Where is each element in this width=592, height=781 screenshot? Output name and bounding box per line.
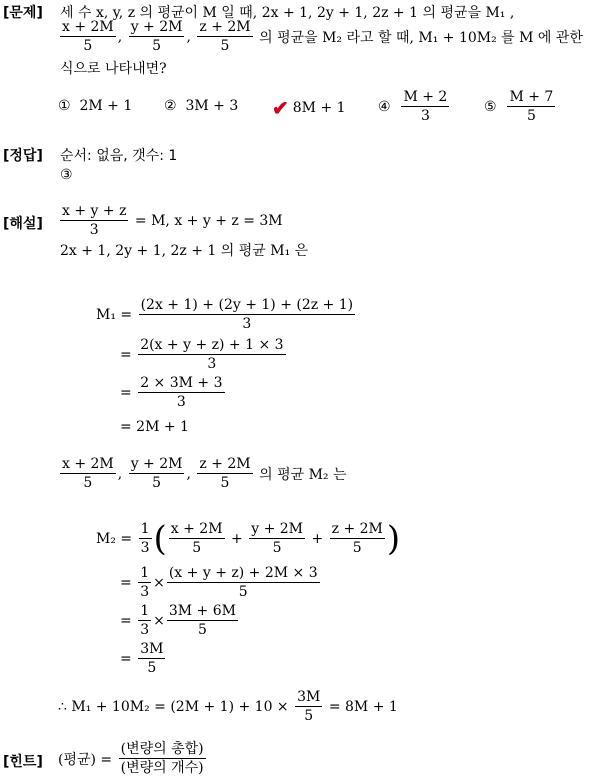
fraction-y2m: $\frac{y + 2M}{5}$ [130, 19, 183, 54]
option-2[interactable]: ② 3M + 3 [164, 98, 239, 114]
m1-step-4: = 2M + 1 [120, 419, 189, 435]
option-5[interactable]: ⑤ $\frac{M + 7}{5}$ [484, 89, 554, 124]
solution-line-3: $\frac{x + 2M}{5}$ , $\frac{y + 2M}{5}$ , $\frac{z + 2M}{5}$ 의 평균 M₂ 는 [62, 456, 347, 491]
m2-step-4: = $\frac{3M}{5}$ [120, 641, 164, 676]
problem-line-2: $\frac{x + 2M}{5}$ , $\frac{y + 2M}{5}$ , $\frac{z + 2M}{5}$ 의 평균을 M₂ 라고 할 때, M₁ + 10M₂ 를 M 에 관한 [62, 19, 583, 54]
option-1[interactable]: ① 2M + 1 [58, 98, 133, 114]
m1-step-3: = $\frac{2 \times 3M + 3}{3}$ [120, 375, 223, 410]
check-mark-icon: ✔ [272, 96, 289, 120]
m1-step-1: M₁ = $\frac{(2x + 1) + (2y + 1) + (2z + 1)}{3}$ [96, 297, 354, 332]
option-4[interactable]: ④ $\frac{M + 2}{3}$ [378, 89, 448, 124]
m2-step-2: = $\frac{1}{3}$ × $\frac{(x + y + z) + 2M \times 3}{5}$ [120, 565, 318, 600]
problem-label: [문제] [3, 5, 43, 21]
fraction-z2m: $\frac{z + 2M}{5}$ [199, 19, 251, 54]
hint-label: [힌트] [3, 754, 43, 770]
option-3[interactable]: ✔ 8M + 1 [272, 96, 346, 120]
problem-line-1: 세 수 x, y, z 의 평균이 M 일 때, 2x + 1, 2y + 1, 2z + 1 의 평균을 M₁ , [60, 5, 515, 21]
m1-step-2: = $\frac{2(x + y + z) + 1 \times 3}{3}$ [120, 337, 284, 372]
m2-step-1: M₂ = $\frac{1}{3}$ ( $\frac{x + 2M}{5}$ + $\frac{y + 2M}{5}$ + $\frac{z + 2M}{5}$ ) [96, 518, 401, 559]
answer-value: ③ [60, 167, 73, 183]
solution-label: [해설] [3, 216, 43, 232]
m2-step-3: = $\frac{1}{3}$ × $\frac{3M + 6M}{5}$ [120, 603, 236, 638]
problem-line-2-text: 의 평균을 M₂ 라고 할 때, M₁ + 10M₂ 를 M 에 관한 [259, 29, 583, 46]
answer-meta: 순서: 없음, 갯수: 1 [60, 148, 178, 164]
final-equation: ∴ M₁ + 10M₂ = (2M + 1) + 10 × $\frac{3M}{5}$ = 8M + 1 [58, 689, 398, 724]
fraction-x2m: $\frac{x + 2M}{5}$ [62, 19, 114, 54]
problem-line-3: 식으로 나타내면? [60, 61, 167, 77]
solution-line-1: $\frac{x + y + z}{3}$ = M, x + y + z = 3M [62, 203, 283, 238]
solution-line-2: 2x + 1, 2y + 1, 2z + 1 의 평균 M₁ 은 [60, 243, 309, 259]
answer-label: [정답] [3, 148, 43, 164]
hint-formula: (평균) = $\frac{\text{(변량의 총합)}}{\text{(변량의 개수)}}$ [58, 741, 204, 776]
